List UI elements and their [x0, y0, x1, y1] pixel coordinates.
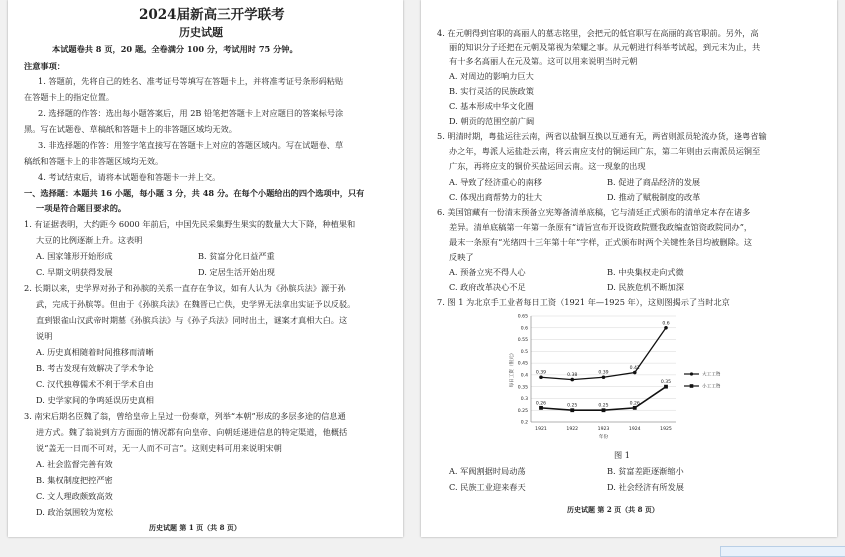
page-footer: 历史试题 第 2 页（共 8 页） — [567, 505, 659, 514]
figure-caption: 图 1 — [614, 450, 630, 460]
data-point — [633, 406, 637, 410]
question-7-stem: 7. 图 1 为北京手工业者每日工资（1921 年—1925 年），这则图揭示了当时北京 — [437, 297, 730, 307]
y-tick-label: 0.55 — [517, 338, 528, 344]
question-7-option-c: C. 民族工业迎来春天 — [449, 482, 526, 492]
question-2-stem: 直到银雀山汉武帝时期墓《孙膑兵法》与《孙子兵法》同时出土，谜案才真相大白。这 — [36, 315, 348, 325]
question-4-option-c: C. 基本形成中华文化圈 — [449, 101, 534, 111]
data-label: 0.41 — [629, 366, 640, 372]
question-1-stem: 大豆的比例逐渐上升。这表明 — [36, 235, 143, 245]
y-tick-label: 0.35 — [517, 385, 528, 391]
data-point — [664, 385, 668, 389]
y-tick-label: 0.45 — [517, 361, 528, 367]
data-label: 0.39 — [598, 370, 609, 376]
data-label: 0.26 — [535, 401, 547, 407]
question-5-option-c: C. 体现出商帮势力的壮大 — [449, 192, 543, 202]
question-7-option-a: A. 军阀割据时局动荡 — [449, 466, 526, 476]
notice-line: 3. 非选择题的作答：用签字笔直接写在答题卡上对应的答题区域内。写在试题卷、草 — [38, 140, 344, 150]
data-point — [570, 408, 574, 412]
x-tick-label: 1922 — [566, 427, 579, 432]
data-label: 0.26 — [629, 401, 640, 407]
y-tick-label: 0.6 — [520, 326, 528, 332]
question-5-stem: 5. 明清时期，粤盐运往云南，两省以盐铜互换以互通有无，两省则派员轮流办货，逢粤省输 — [437, 131, 767, 141]
question-7-option-b: B. 贫富差距逐渐缩小 — [607, 466, 684, 476]
question-1-option-a: A. 国家雏形开始形成 — [36, 251, 113, 261]
data-label: 0.39 — [535, 370, 547, 376]
data-label: 0.25 — [598, 403, 609, 409]
question-6-stem: 差异。清单底稿第一年第一条原有“请旨宣布开设资政院暨我政编查馆资政院同办”， — [449, 222, 753, 232]
notice-line: 在答题卡上的指定位置。 — [24, 92, 115, 102]
y-tick-label: 0.4 — [520, 373, 528, 379]
question-6-option-a: A. 预备立宪不得人心 — [449, 267, 526, 277]
question-1-stem: 1. 有证据表明，大约距今 6000 年前后，中国先民采集野生果实的数量大大下降，种植果和 — [24, 219, 356, 229]
question-2-stem: 说明 — [36, 331, 53, 341]
notice-line: 黑。写在试题卷、草稿纸和答题卡上的非答题区域均无效。 — [24, 124, 237, 134]
question-4-stem: 丽的知识分子还把在元朝及第视为荣耀之事。从元朝进行科举考试起，到元末为止，共 — [449, 42, 761, 52]
exam-page-2 — [421, 0, 837, 537]
notice-line: 1. 答题前，先将自己的姓名、准考证号等填写在答题卡上，并将准考证号条形码粘贴 — [38, 76, 344, 86]
question-3-option-b: B. 集权制度把控严密 — [36, 475, 113, 485]
section-heading: 一项是符合题目要求的。 — [36, 203, 127, 213]
question-3-stem: 3. 南宋后期名臣魏了翁，曾给皇帝上呈过一份奏章，列举“本朝”形成的多层多途的信息通 — [24, 411, 346, 421]
y-tick-label: 0.25 — [517, 408, 528, 414]
question-2-option-d: D. 史学家间的争鸣延误历史真相 — [36, 395, 154, 405]
question-1-option-c: C. 早期文明获得发展 — [36, 267, 113, 277]
question-1-option-d: D. 定居生活开始出现 — [198, 267, 275, 277]
data-label: 0.6 — [662, 321, 670, 327]
section-heading: 一、选择题：本题共 16 小题，每小题 3 分，共 48 分。在每个小题给出的四个选项中，只有 — [24, 188, 365, 198]
data-point — [602, 375, 606, 379]
data-point — [570, 378, 574, 382]
legend-marker — [690, 372, 693, 375]
data-point — [664, 326, 668, 330]
question-2-stem: 武，完成于孙膑等。但由于《孙膑兵法》在魏晋已亡佚，史学界无法拿出实证予以反驳。 — [36, 299, 356, 309]
y-axis-title: 每日工资（银元） — [510, 350, 515, 388]
question-6-option-c: C. 政府改革决心不足 — [449, 282, 526, 292]
question-4-stem: 有十多名高丽人在元及第。这可以用来说明当时元朝 — [449, 56, 638, 66]
page-footer: 历史试题 第 1 页（共 8 页） — [149, 523, 241, 532]
question-2-stem: 2. 长期以来，史学界对孙子和孙膑的关系一直存在争议，如有人认为《孙膑兵法》源于孙 — [24, 283, 346, 293]
x-tick-label: 1921 — [535, 427, 547, 432]
question-3-option-a: A. 社会监督完善有效 — [36, 459, 113, 469]
question-1-option-b: B. 贫富分化日益严重 — [198, 251, 275, 261]
question-6-option-b: B. 中央集权走向式微 — [607, 267, 684, 277]
question-2-option-b: B. 考古发现有效解决了学术争论 — [36, 363, 154, 373]
question-4-option-b: B. 实行灵活的民族政策 — [449, 86, 534, 96]
data-label: 0.25 — [567, 403, 578, 409]
notice-line: 4. 考试结束后，请将本试题卷和答题卡一并上交。 — [38, 172, 221, 182]
y-tick-label: 0.5 — [520, 349, 528, 355]
subject-title: 历史试题 — [179, 26, 223, 39]
y-tick-label: 0.2 — [520, 420, 528, 426]
y-tick-label: 0.3 — [520, 397, 528, 403]
question-3-stem: 说“盖无一日而不可对，无一人而不可言”。这则史料可用来说明宋朝 — [36, 443, 282, 453]
data-point — [633, 371, 637, 375]
status-strip — [720, 546, 845, 557]
exam-info: 本试题卷共 8 页，20 题。全卷满分 100 分，考试用时 75 分钟。 — [52, 44, 298, 54]
question-3-option-c: C. 文人理政颇致高效 — [36, 491, 113, 501]
wage-line-chart — [501, 312, 761, 452]
legend-marker — [690, 384, 694, 388]
x-axis-title: 年份 — [598, 435, 609, 440]
question-4-option-d: D. 朝贡的范围空前广阔 — [449, 116, 535, 126]
question-2-option-c: C. 汉代独尊儒术不利于学术自由 — [36, 379, 154, 389]
notice-title: 注意事项： — [24, 61, 65, 71]
x-tick-label: 1924 — [628, 427, 641, 432]
question-6-stem: 反映了 — [449, 252, 474, 262]
y-tick-label: 0.65 — [517, 314, 528, 320]
data-label: 0.35 — [660, 380, 672, 386]
question-5-option-d: D. 推动了赋税制度的改革 — [607, 192, 701, 202]
notice-line: 稿纸和答题卡上的非答题区域均无效。 — [24, 156, 164, 166]
question-5-stem: 办之年，粤派人运盐赴云南，将云南应支付的铜运回广东，第二年则由云南派员运铜至 — [449, 146, 761, 156]
data-point — [539, 406, 543, 410]
exam-page-1 — [8, 0, 403, 537]
question-4-stem: 4. 在元朝得到官职的高丽人的墓志铭里，会把元的低官职写在高丽的高官职前。另外，高 — [437, 28, 759, 38]
question-3-stem: 进方式。魏了翁说到方方面面的情况都有向皇帝、向朝廷递进信息的特定渠道，他概括 — [36, 427, 348, 437]
legend-label: 小工工资 — [702, 384, 721, 390]
legend-label: 大工工资 — [702, 372, 721, 378]
question-6-option-d: D. 民族危机不断加深 — [607, 282, 684, 292]
question-5-stem: 广东，再将应支的铜价买盐运回云南。这一现象的出现 — [449, 161, 646, 171]
data-label: 0.38 — [567, 373, 578, 379]
notice-line: 2. 选择题的作答：选出每小题答案后，用 2B 铅笔把答题卡上对应题目的答案标号涂 — [38, 108, 344, 118]
data-point — [539, 375, 543, 379]
question-5-option-b: B. 促进了商品经济的发展 — [607, 177, 701, 187]
question-5-option-a: A. 导致了经济重心的南移 — [449, 177, 542, 187]
question-7-option-d: D. 社会经济有所发展 — [607, 482, 684, 492]
data-point — [602, 408, 606, 412]
x-tick-label: 1925 — [660, 427, 672, 432]
exam-title: 2024届新高三开学联考 — [139, 7, 285, 23]
question-4-option-a: A. 对周边的影响力巨大 — [449, 71, 534, 81]
x-tick-label: 1923 — [597, 427, 610, 432]
question-6-stem: 最末一条原有“光绪四十三年第十年”字样，正式颁布时两个关键性条目均被删除。这 — [449, 237, 753, 247]
question-2-option-a: A. 历史真相随着时间推移而清晰 — [36, 347, 154, 357]
question-6-stem: 6. 美国馆藏有一份清末预备立宪筹备清单底稿，它与清廷正式颁布的清单定本存在诸多 — [437, 207, 751, 217]
question-3-option-d: D. 政治氛围较为宽松 — [36, 507, 113, 517]
